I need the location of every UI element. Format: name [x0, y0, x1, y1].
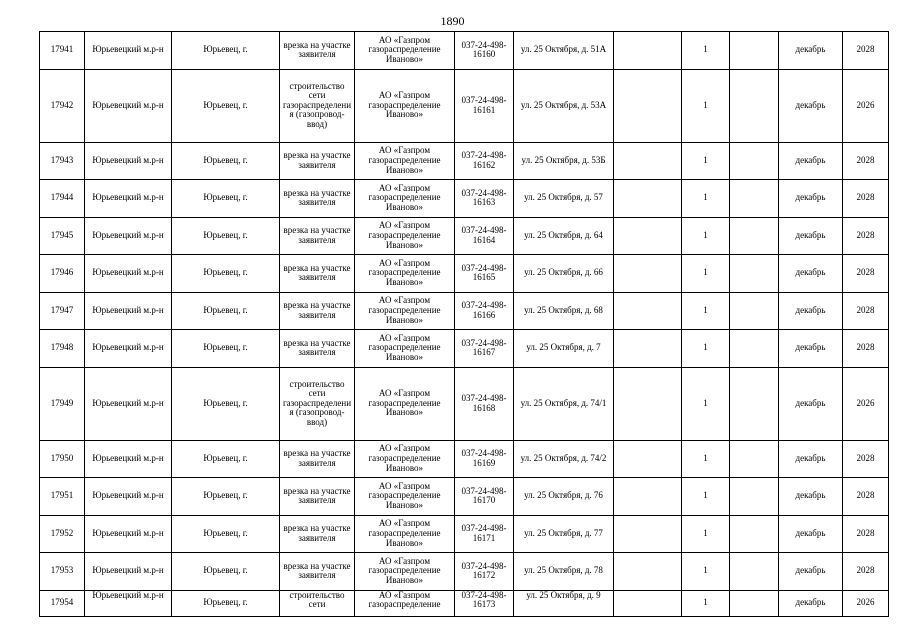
empty-cell	[614, 255, 682, 293]
table-row	[40, 440, 889, 478]
row-number-cell: 17953	[40, 553, 85, 591]
empty-cell	[730, 553, 779, 591]
table-row	[40, 255, 889, 293]
organization-cell: АО «Газпром газораспределение Иваново»	[355, 440, 455, 478]
city-cell: Юрьевец, г.	[172, 217, 280, 255]
work-type-cell: врезка на участке заявителя	[280, 180, 355, 218]
count-cell: 1	[682, 330, 730, 368]
address-cell: ул. 25 Октября, д. 51А	[514, 32, 614, 70]
object-code-cell: 037-24-498-16169	[455, 440, 514, 478]
empty-cell	[730, 255, 779, 293]
row-number-cell: 17941	[40, 32, 85, 70]
month-cell: декабрь	[779, 367, 843, 440]
year-cell: 2028	[843, 553, 889, 591]
table-row	[40, 330, 889, 368]
object-code-cell: 037-24-498-16173	[455, 590, 514, 616]
district-cell: Юрьевецкий м.р-н	[85, 217, 172, 255]
row-number-cell: 17945	[40, 217, 85, 255]
city-cell: Юрьевец, г.	[172, 478, 280, 516]
organization-cell: АО «Газпром газораспределение Иваново»	[355, 180, 455, 218]
organization-cell: АО «Газпром газораспределение Иваново»	[355, 553, 455, 591]
city-cell: Юрьевец, г.	[172, 553, 280, 591]
row-number-cell: 17951	[40, 478, 85, 516]
count-cell: 1	[682, 292, 730, 330]
object-code-cell: 037-24-498-16172	[455, 553, 514, 591]
year-cell: 2026	[843, 367, 889, 440]
table-row	[40, 32, 889, 70]
district-cell: Юрьевецкий м.р-н	[85, 553, 172, 591]
object-code-cell: 037-24-498-16170	[455, 478, 514, 516]
address-cell: ул. 25 Октября, д. 9	[514, 590, 614, 616]
empty-cell	[730, 590, 779, 616]
empty-cell	[730, 292, 779, 330]
month-cell: декабрь	[779, 180, 843, 218]
city-cell: Юрьевец, г.	[172, 180, 280, 218]
organization-cell: АО «Газпром газораспределение Иваново»	[355, 478, 455, 516]
year-cell: 2028	[843, 330, 889, 368]
district-cell: Юрьевецкий м.р-н	[85, 367, 172, 440]
address-cell: ул. 25 Октября, д. 74/2	[514, 440, 614, 478]
empty-cell	[614, 478, 682, 516]
month-cell: декабрь	[779, 553, 843, 591]
count-cell: 1	[682, 142, 730, 180]
object-code-cell: 037-24-498-16166	[455, 292, 514, 330]
address-cell: ул. 25 Октября, д. 7	[514, 330, 614, 368]
month-cell: декабрь	[779, 255, 843, 293]
count-cell: 1	[682, 553, 730, 591]
work-type-cell: строительство сети	[280, 590, 355, 616]
empty-cell	[730, 32, 779, 70]
organization-cell: АО «Газпром газораспределение Иваново»	[355, 217, 455, 255]
count-cell: 1	[682, 367, 730, 440]
empty-cell	[614, 515, 682, 553]
row-number-cell: 17954	[40, 590, 85, 616]
year-cell: 2028	[843, 515, 889, 553]
table-row	[40, 217, 889, 255]
count-cell: 1	[682, 69, 730, 142]
month-cell: декабрь	[779, 32, 843, 70]
month-cell: декабрь	[779, 69, 843, 142]
work-type-cell: врезка на участке заявителя	[280, 330, 355, 368]
table-row	[40, 367, 889, 440]
month-cell: декабрь	[779, 217, 843, 255]
empty-cell	[614, 553, 682, 591]
city-cell: Юрьевец, г.	[172, 590, 280, 616]
organization-cell: АО «Газпром газораспределение Иваново»	[355, 515, 455, 553]
count-cell: 1	[682, 217, 730, 255]
work-type-cell: врезка на участке заявителя	[280, 217, 355, 255]
work-type-cell: врезка на участке заявителя	[280, 255, 355, 293]
empty-cell	[614, 180, 682, 218]
district-cell: Юрьевецкий м.р-н	[85, 515, 172, 553]
row-number-cell: 17944	[40, 180, 85, 218]
work-type-cell: врезка на участке заявителя	[280, 32, 355, 70]
work-type-cell: строительство сети газораспределения (газопровод-ввод)	[280, 69, 355, 142]
empty-cell	[614, 217, 682, 255]
month-cell: декабрь	[779, 440, 843, 478]
empty-cell	[730, 367, 779, 440]
year-cell: 2026	[843, 590, 889, 616]
district-cell: Юрьевецкий м.р-н	[85, 292, 172, 330]
city-cell: Юрьевец, г.	[172, 440, 280, 478]
empty-cell	[614, 292, 682, 330]
city-cell: Юрьевец, г.	[172, 69, 280, 142]
work-type-cell: врезка на участке заявителя	[280, 515, 355, 553]
count-cell: 1	[682, 590, 730, 616]
month-cell: декабрь	[779, 292, 843, 330]
count-cell: 1	[682, 32, 730, 70]
organization-cell: АО «Газпром газораспределение Иваново»	[355, 292, 455, 330]
table-row	[40, 180, 889, 218]
work-type-cell: врезка на участке заявителя	[280, 440, 355, 478]
registry-body	[40, 32, 889, 617]
district-cell: Юрьевецкий м.р-н	[85, 142, 172, 180]
empty-cell	[614, 142, 682, 180]
row-number-cell: 17948	[40, 330, 85, 368]
count-cell: 1	[682, 255, 730, 293]
year-cell: 2028	[843, 217, 889, 255]
count-cell: 1	[682, 440, 730, 478]
year-cell: 2028	[843, 180, 889, 218]
object-code-cell: 037-24-498-16165	[455, 255, 514, 293]
count-cell: 1	[682, 515, 730, 553]
work-type-cell: строительство сети газораспределения (газопровод-ввод)	[280, 367, 355, 440]
empty-cell	[730, 440, 779, 478]
empty-cell	[614, 32, 682, 70]
city-cell: Юрьевец, г.	[172, 330, 280, 368]
empty-cell	[730, 180, 779, 218]
organization-cell: АО «Газпром газораспределение Иваново»	[355, 69, 455, 142]
row-number-cell: 17952	[40, 515, 85, 553]
city-cell: Юрьевец, г.	[172, 32, 280, 70]
year-cell: 2026	[843, 69, 889, 142]
table-row	[40, 69, 889, 142]
district-cell: Юрьевецкий м.р-н	[85, 478, 172, 516]
district-cell: Юрьевецкий м.р-н	[85, 69, 172, 142]
row-number-cell: 17942	[40, 69, 85, 142]
organization-cell: АО «Газпром газораспределение Иваново»	[355, 255, 455, 293]
row-number-cell: 17949	[40, 367, 85, 440]
empty-cell	[730, 217, 779, 255]
empty-cell	[614, 330, 682, 368]
address-cell: ул. 25 Октября, д. 76	[514, 478, 614, 516]
object-code-cell: 037-24-498-16167	[455, 330, 514, 368]
month-cell: декабрь	[779, 330, 843, 368]
address-cell: ул. 25 Октября, д. 68	[514, 292, 614, 330]
address-cell: ул. 25 Октября, д. 57	[514, 180, 614, 218]
city-cell: Юрьевец, г.	[172, 292, 280, 330]
address-cell: ул. 25 Октября, д. 77	[514, 515, 614, 553]
object-code-cell: 037-24-498-16171	[455, 515, 514, 553]
work-type-cell: врезка на участке заявителя	[280, 292, 355, 330]
address-cell: ул. 25 Октября, д. 64	[514, 217, 614, 255]
year-cell: 2028	[843, 255, 889, 293]
empty-cell	[730, 515, 779, 553]
count-cell: 1	[682, 180, 730, 218]
empty-cell	[730, 69, 779, 142]
district-cell: Юрьевецкий м.р-н	[85, 180, 172, 218]
address-cell: ул. 25 Октября, д. 53А	[514, 69, 614, 142]
work-type-cell: врезка на участке заявителя	[280, 142, 355, 180]
address-cell: ул. 25 Октября, д. 78	[514, 553, 614, 591]
organization-cell: АО «Газпром газораспределение	[355, 590, 455, 616]
table-row	[40, 590, 889, 616]
city-cell: Юрьевец, г.	[172, 255, 280, 293]
page-number: 1890	[440, 14, 465, 28]
district-cell: Юрьевецкий м.р-н	[85, 330, 172, 368]
table-row	[40, 515, 889, 553]
address-cell: ул. 25 Октября, д. 66	[514, 255, 614, 293]
month-cell: декабрь	[779, 515, 843, 553]
year-cell: 2028	[843, 32, 889, 70]
year-cell: 2028	[843, 440, 889, 478]
district-cell: Юрьевецкий м.р-н	[85, 440, 172, 478]
empty-cell	[730, 142, 779, 180]
empty-cell	[614, 367, 682, 440]
organization-cell: АО «Газпром газораспределение Иваново»	[355, 142, 455, 180]
city-cell: Юрьевец, г.	[172, 515, 280, 553]
registry-table	[39, 31, 889, 617]
row-number-cell: 17946	[40, 255, 85, 293]
empty-cell	[730, 478, 779, 516]
month-cell: декабрь	[779, 142, 843, 180]
year-cell: 2028	[843, 478, 889, 516]
organization-cell: АО «Газпром газораспределение Иваново»	[355, 32, 455, 70]
object-code-cell: 037-24-498-16161	[455, 69, 514, 142]
empty-cell	[614, 440, 682, 478]
district-cell: Юрьевецкий м.р-н	[85, 590, 172, 616]
table-row	[40, 142, 889, 180]
row-number-cell: 17947	[40, 292, 85, 330]
empty-cell	[614, 69, 682, 142]
table-row	[40, 292, 889, 330]
object-code-cell: 037-24-498-16168	[455, 367, 514, 440]
object-code-cell: 037-24-498-16160	[455, 32, 514, 70]
district-cell: Юрьевецкий м.р-н	[85, 255, 172, 293]
year-cell: 2028	[843, 292, 889, 330]
work-type-cell: врезка на участке заявителя	[280, 553, 355, 591]
object-code-cell: 037-24-498-16163	[455, 180, 514, 218]
address-cell: ул. 25 Октября, д. 74/1	[514, 367, 614, 440]
row-number-cell: 17950	[40, 440, 85, 478]
empty-cell	[614, 590, 682, 616]
count-cell: 1	[682, 478, 730, 516]
organization-cell: АО «Газпром газораспределение Иваново»	[355, 367, 455, 440]
work-type-cell: врезка на участке заявителя	[280, 478, 355, 516]
organization-cell: АО «Газпром газораспределение Иваново»	[355, 330, 455, 368]
object-code-cell: 037-24-498-16164	[455, 217, 514, 255]
district-cell: Юрьевецкий м.р-н	[85, 32, 172, 70]
table-row	[40, 553, 889, 591]
address-cell: ул. 25 Октября, д. 53Б	[514, 142, 614, 180]
month-cell: декабрь	[779, 478, 843, 516]
month-cell: декабрь	[779, 590, 843, 616]
city-cell: Юрьевец, г.	[172, 367, 280, 440]
object-code-cell: 037-24-498-16162	[455, 142, 514, 180]
row-number-cell: 17943	[40, 142, 85, 180]
year-cell: 2028	[843, 142, 889, 180]
table-row	[40, 478, 889, 516]
empty-cell	[730, 330, 779, 368]
city-cell: Юрьевец, г.	[172, 142, 280, 180]
